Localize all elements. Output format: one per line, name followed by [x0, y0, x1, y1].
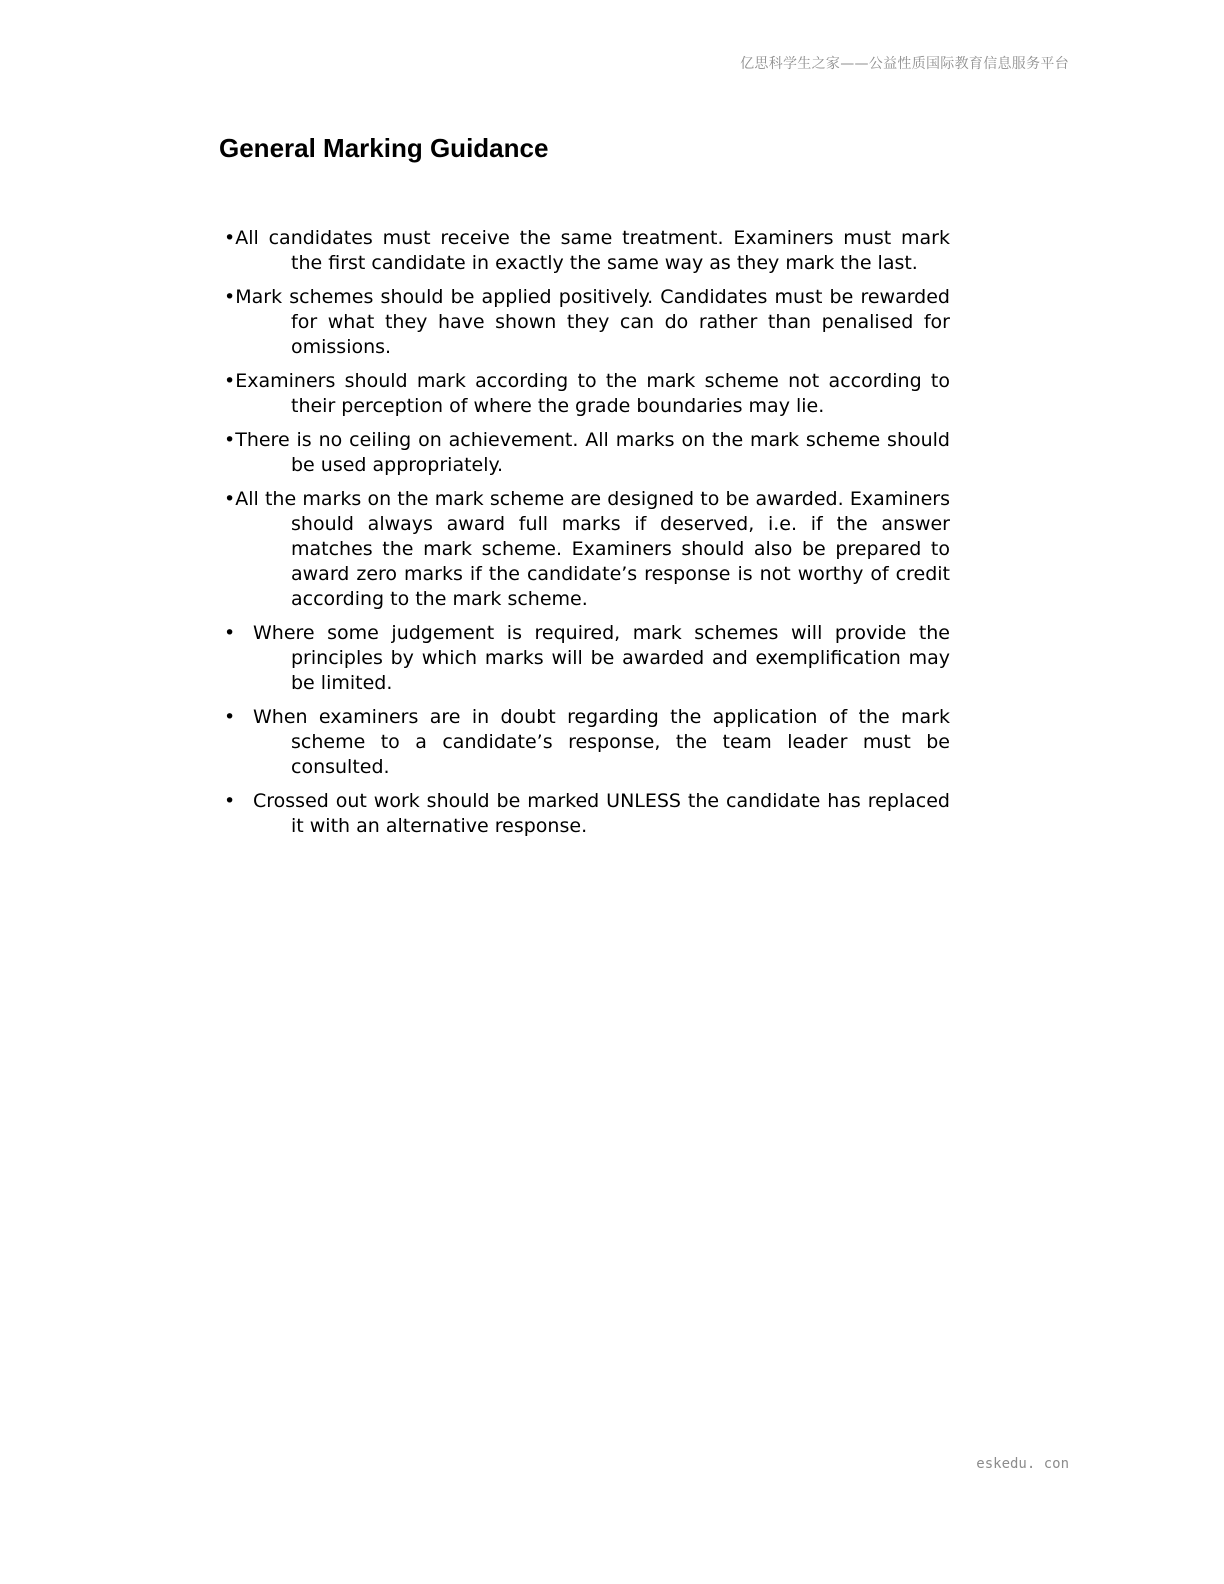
bullet-icon: • — [224, 429, 236, 451]
guidance-list — [224, 226, 950, 848]
list-item — [224, 789, 950, 839]
bullet-icon: • — [224, 622, 236, 644]
list-item — [224, 226, 950, 276]
list-item-text: Crossed out work should be marked UNLESS the candidate has replaced it with an alternative response. — [253, 790, 950, 837]
bullet-icon: • — [224, 227, 236, 249]
footer-watermark: eskedu. con — [976, 1456, 1069, 1472]
list-item-text: When examiners are in doubt regarding the application of the mark scheme to a candidate’s response, the team leader must be consulted. — [253, 706, 950, 778]
list-item-text: Examiners should mark according to the mark scheme not according to their perception of where the grade boundaries may lie. — [235, 370, 950, 417]
bullet-icon: • — [224, 286, 236, 308]
bullet-icon: • — [224, 370, 236, 392]
list-item — [224, 621, 950, 696]
list-item-text: There is no ceiling on achievement. All marks on the mark scheme should be used appropriately. — [235, 429, 950, 476]
list-item — [224, 705, 950, 780]
list-item — [224, 428, 950, 478]
list-item — [224, 285, 950, 360]
header-watermark: 亿思科学生之家——公益性质国际教育信息服务平台 — [740, 56, 1069, 72]
bullet-icon: • — [224, 706, 236, 728]
list-item-text: All the marks on the mark scheme are designed to be awarded. Examiners should always award full marks if deserved, i.e. if the answer matches the mark scheme. Examiners should also be prepared to award zero marks if the candidate’s response is not worthy of credit according to the mark scheme. — [235, 488, 950, 610]
bullet-icon: • — [224, 790, 236, 812]
list-item — [224, 369, 950, 419]
page-title: General Marking Guidance — [219, 133, 549, 163]
list-item — [224, 487, 950, 612]
list-item-text: All candidates must receive the same treatment. Examiners must mark the first candidate in exactly the same way as they mark the last. — [235, 227, 950, 274]
bullet-icon: • — [224, 488, 236, 510]
list-item-text: Mark schemes should be applied positively. Candidates must be rewarded for what they have shown they can do rather than penalised for omissions. — [235, 286, 950, 358]
list-item-text: Where some judgement is required, mark schemes will provide the principles by which marks will be awarded and exemplification may be limited. — [253, 622, 950, 694]
